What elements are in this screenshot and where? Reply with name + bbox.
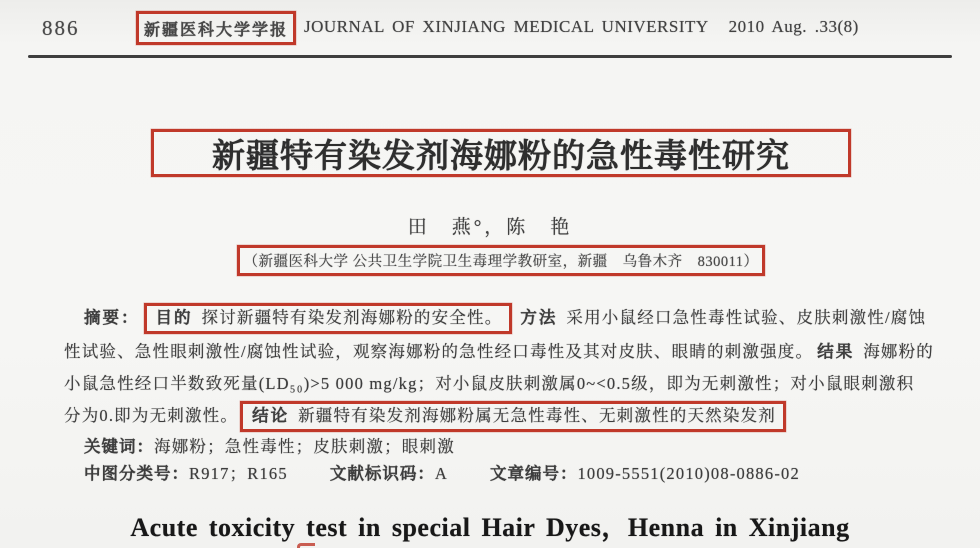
result-text-part2: 小鼠急性经口半数致死量(LD₅₀)>5 000 mg/kg；对小鼠皮肤刺激属0~<0.5级，即为无刺激性；对小鼠眼刺激积 bbox=[64, 374, 915, 393]
article-id-value: 1009-5551(2010)08-0886-02 bbox=[577, 464, 800, 483]
header-divider bbox=[28, 55, 952, 58]
conclusion-label: 结论 bbox=[252, 406, 290, 425]
annotation-box-fragment bbox=[297, 543, 315, 548]
affiliation-text: （新疆医科大学 公共卫生学院卫生毒理学教研室，新疆 乌鲁木齐 830011） bbox=[243, 254, 759, 270]
keywords-label: 关键词： bbox=[84, 437, 154, 456]
method-text-part2: 性试验、急性眼刺激性/腐蚀性试验，观察海娜粉的急性经口毒性及其对皮肤、眼睛的刺激强度。 bbox=[64, 342, 814, 361]
annotation-box-journal-name bbox=[136, 11, 296, 45]
issue-info: 2010 Aug. .33(8) bbox=[728, 17, 859, 36]
method-label: 方法 bbox=[520, 308, 558, 327]
doc-code-label: 文献标识码： bbox=[329, 464, 435, 483]
abstract-line-2 bbox=[64, 338, 969, 362]
clc-value: R917；R165 bbox=[189, 464, 288, 483]
result-text-part1: 海娜粉的 bbox=[863, 342, 934, 361]
article-title-en: Acute toxicity test in special Hair Dyes，Henna in Xinjiang bbox=[130, 513, 850, 542]
page-number: 886 bbox=[42, 16, 80, 40]
abstract-line-3 bbox=[64, 370, 969, 394]
result-label: 结果 bbox=[817, 342, 855, 361]
clc-label: 中图分类号： bbox=[84, 464, 189, 483]
journal-name-cn: 新疆医科大学学报 bbox=[143, 21, 288, 39]
objective-text: 探讨新疆特有染发剂海娜粉的安全性。 bbox=[201, 308, 503, 327]
annotation-box-objective bbox=[144, 303, 513, 334]
annotation-box-affiliation bbox=[237, 245, 765, 276]
method-text-part1: 采用小鼠经口急性毒性试验、皮肤刺激性/腐蚀 bbox=[566, 308, 927, 327]
journal-header-en bbox=[304, 17, 859, 37]
abstract-line-1 bbox=[64, 303, 969, 334]
result-text-part3: 分为0.即为无刺激性。 bbox=[64, 406, 239, 425]
classification-line bbox=[84, 460, 980, 484]
article-title-cn: 新疆特有染发剂海娜粉的急性毒性研究 bbox=[212, 138, 790, 175]
abstract-line-4 bbox=[64, 401, 969, 432]
annotation-box-conclusion bbox=[240, 401, 786, 432]
article-id-label: 文章编号： bbox=[489, 464, 578, 483]
objective-label: 目的 bbox=[155, 308, 193, 327]
journal-name-en: JOURNAL OF XINJIANG MEDICAL UNIVERSITY bbox=[304, 17, 709, 36]
conclusion-text: 新疆特有染发剂海娜粉属无急性毒性、无刺激性的天然染发剂 bbox=[298, 406, 776, 425]
keywords-line bbox=[84, 433, 980, 457]
authors-line: 田 燕°，陈 艳 bbox=[407, 217, 573, 238]
annotation-box-title bbox=[151, 129, 851, 177]
doc-code-value: A bbox=[434, 464, 448, 483]
abstract-label: 摘要： bbox=[84, 308, 140, 327]
keywords-text: 海娜粉；急性毒性；皮肤刺激；眼刺激 bbox=[154, 437, 455, 456]
